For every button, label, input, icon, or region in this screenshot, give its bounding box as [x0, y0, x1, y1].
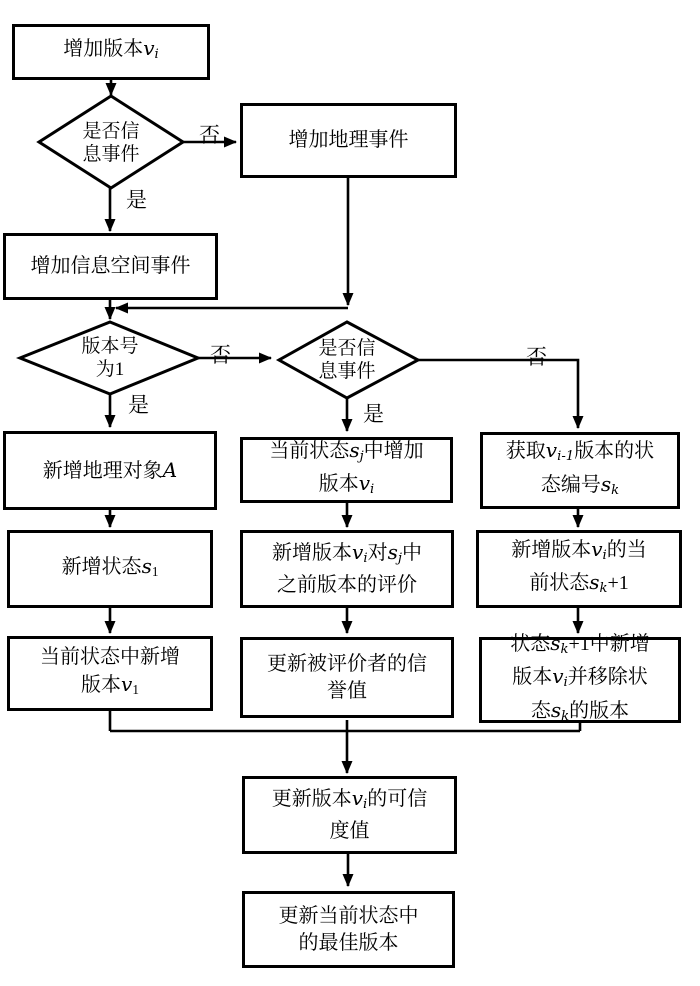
decision-is-info-event-1-label: 是否信 息事件	[82, 121, 140, 165]
decision-is-info-event-2-label: 是否信 息事件	[318, 338, 376, 382]
edge-label-no-1: 否	[199, 123, 220, 147]
node-add-version-v1: 当前状态中新增 版本v1	[7, 636, 213, 711]
edge-label-no-2: 否	[210, 343, 231, 367]
node-update-credibility: 更新版本vi的可信 度值	[242, 776, 457, 854]
edge-label-yes-2: 是	[128, 393, 149, 417]
edge-label-yes-3: 是	[363, 402, 384, 426]
node-add-geo-event: 增加地理事件	[240, 103, 457, 178]
node-new-state-sk1: 新增版本vi的当 前状态sk+1	[476, 530, 682, 608]
node-update-reputation: 更新被评价者的信 誉值	[240, 637, 454, 718]
node-add-version: 增加版本vi	[12, 24, 210, 80]
node-add-state-s1: 新增状态s1	[7, 530, 213, 608]
edge-label-no-3: 否	[526, 345, 547, 369]
edge-label-yes-1: 是	[126, 188, 147, 212]
node-add-version-to-sj: 当前状态sj中增加 版本vi	[240, 437, 453, 503]
node-add-geo-object: 新增地理对象A	[3, 431, 217, 510]
node-add-info-space-event: 增加信息空间事件	[3, 233, 218, 300]
connector-decision3-no-right-down	[418, 360, 578, 428]
decision-version-is-1-label: 版本号 为1	[81, 336, 139, 380]
node-get-state-sk: 获取vi-1版本的状 态编号sk	[480, 432, 680, 509]
node-update-best-version: 更新当前状态中 的最佳版本	[242, 891, 455, 968]
node-move-version: 状态sk+1中新增 版本vi并移除状 态sk的版本	[479, 637, 681, 723]
node-rate-previous-versions: 新增版本vi对sj中 之前版本的评价	[240, 530, 454, 608]
